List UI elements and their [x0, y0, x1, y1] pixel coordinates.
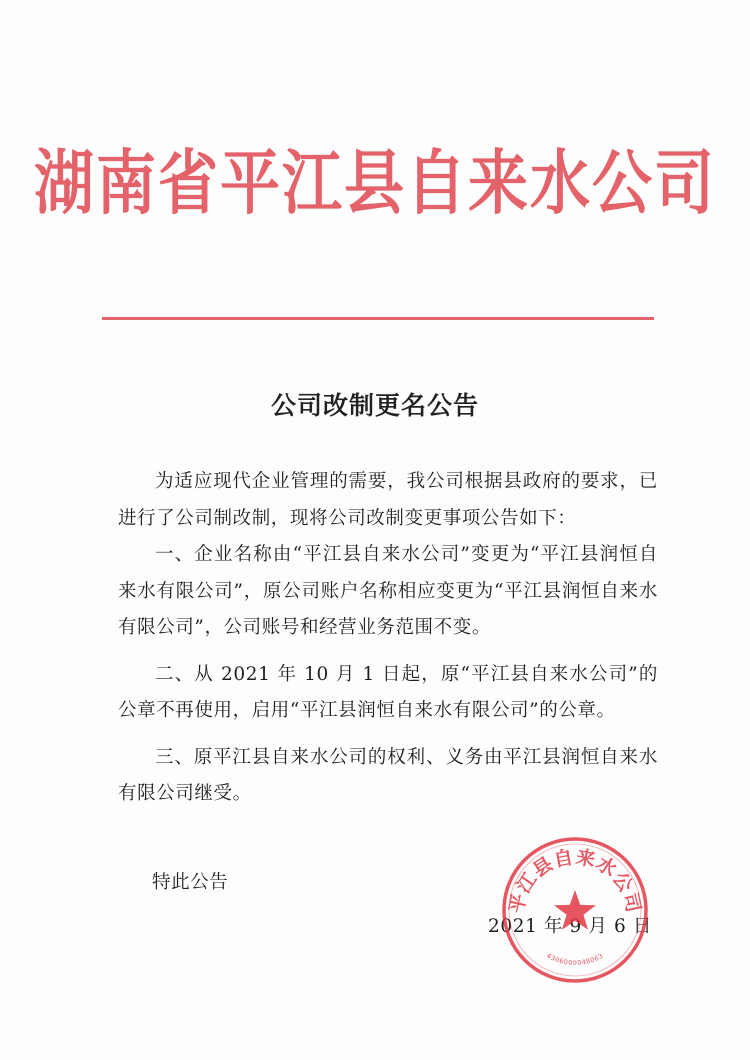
notice-title: 公司改制更名公告: [270, 391, 479, 420]
intro-paragraph: 为适应现代企业管理的需要，我公司根据县政府的要求，已进行了公司制改制，现将公司改制变更事项公告如下：: [118, 471, 658, 529]
letterhead-company-name: 湖南省平江县自来水公司: [34, 143, 716, 225]
closing-remark: 特此公告: [152, 872, 229, 893]
letterhead-red-rule: [102, 317, 654, 320]
seal-number-text: 4306000048063: [545, 951, 605, 967]
notice-body: [118, 464, 658, 813]
seal-star-icon: [554, 890, 596, 930]
notice-date: 2021 年 9 月 6 日: [488, 916, 652, 937]
item-one-paragraph: 一、企业名称由“平江县自来水公司”变更为“平江县润恒自来水有限公司”，原公司账户名称相应变更为“平江县润恒自来水有限公司”，公司账号和经营业务范围不变。: [118, 544, 658, 638]
item-three-paragraph: 三、原平江县自来水公司的权利、义务由平江县润恒自来水有限公司继受。: [118, 746, 658, 804]
seal-name-text: 平江县自来水公司: [505, 846, 645, 916]
item-two-paragraph: 二、从 2021 年 10 月 1 日起，原“平江县自来水公司”的公章不再使用，启用“平江县润恒自来水有限公司”的公章。: [118, 663, 658, 721]
company-seal-stamp: [499, 834, 651, 986]
